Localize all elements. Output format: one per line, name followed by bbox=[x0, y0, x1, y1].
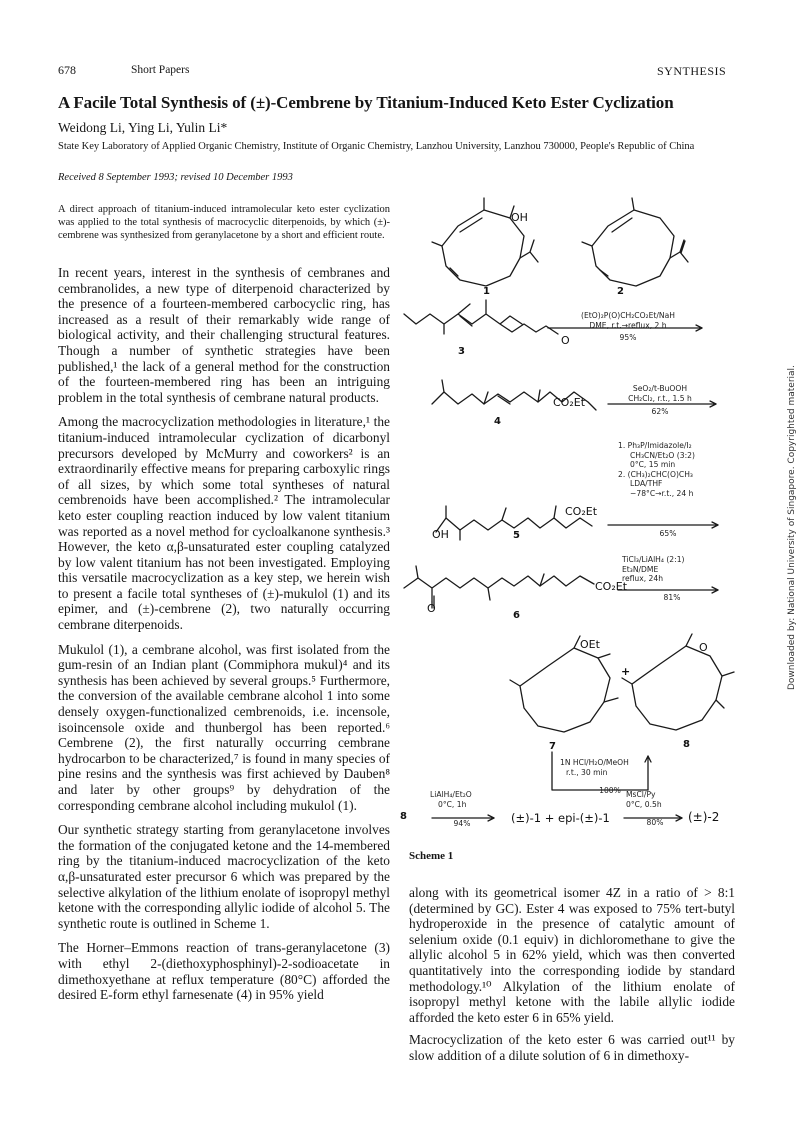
step7-line2: 0°C, 0.5h bbox=[626, 799, 662, 809]
step1-yield: 95% bbox=[619, 333, 637, 342]
paragraph-cyclization: Macrocyclization of the keto ester 6 was carried out¹¹ by slow addition of a dilute solution of 6 in dimethoxy- bbox=[409, 1032, 735, 1063]
paragraph-isomer: along with its geometrical isomer 4Z in a ratio of > 8:1 (determined by GC). Ester 4 was exposed to 75% tert-butyl hydroperoxide in the presence of catalytic amount of selenium oxide (0.1 equiv) in dichloromethane to give the allylic alcohol 5 in 62% yield, which was then converted quantitatively into the corresponding iodide by standard methodology.¹⁰ Alkylation of the lithium enolate of isopropyl methyl ketone with the labile allylic iodide afforded the keto ester 6 in 65% yield. bbox=[409, 885, 735, 1025]
oh-label-5: OH bbox=[432, 528, 449, 541]
scheme-1-graphic bbox=[398, 196, 770, 852]
compound-label-1: 1 bbox=[483, 286, 490, 297]
carbonyl-label-6: O bbox=[427, 602, 436, 615]
step7-yield: 80% bbox=[646, 818, 664, 827]
received-dates: Received 8 September 1993; revised 10 December 1993 bbox=[58, 172, 293, 183]
ester-label-4: CO₂Et bbox=[553, 396, 586, 409]
compound-label-3: 3 bbox=[458, 346, 465, 357]
step3-line5: LDA/THF bbox=[630, 479, 663, 488]
step1-reagents bbox=[548, 311, 708, 330]
paragraph-macrocyclization: Among the macrocyclization methodologies in literature,¹ the titanium-induced intramolecular cyclization of dicarbonyl precursors developed by McMurry and coworkers² is an extraordinarily effective means for preparing carboxylic rings of all sizes, by which some total syntheses of natural cembrenoids have been accomplished.² The intramolecular keto ester coupling reaction induced by low valent titanium was reported as a novel method for cycloalkanone synthesis.³ However, the keto α,β-unsaturated ester coupling catalyzed by low valent titanium has not been investigated. Employing this versatile macrocyclization as a key step, we herein wish to present a facile total syntheses of (±)-mukulol (1) and its epimer, and (±)-cembrene (2), two naturally occurring cembrane diterpenoids. bbox=[58, 414, 390, 633]
compound-3-structure bbox=[404, 300, 558, 334]
paragraph-intro: In recent years, interest in the synthesis of cembranes and cembranolides, a new type of diterpenoid characterized by the presence of a fourteen-membered carbocyclic ring, has increased as a result of their remarkably wide range of biological activity, and their challenging structural features. Though a number of synthetic strategies have been published,¹ the lack of a general method for the construction of the fourteen-membered ring has been an intriguing problem in the total synthesis of cembrane natural products. bbox=[58, 265, 390, 405]
step2-line1: SeO₂/t-BuOOH bbox=[632, 384, 688, 393]
page-number: 678 bbox=[58, 63, 76, 77]
section-label: Short Papers bbox=[131, 64, 190, 76]
step3-reagents bbox=[618, 441, 730, 498]
right-column bbox=[409, 885, 735, 1071]
left-column bbox=[58, 265, 390, 1012]
download-notice bbox=[774, 360, 797, 690]
step7-line1: MsCl/Py bbox=[626, 790, 656, 799]
compound-label-7: 7 bbox=[549, 741, 556, 752]
compound-7-structure bbox=[510, 636, 618, 732]
step5-reagents bbox=[560, 758, 690, 777]
ester-label-5: CO₂Et bbox=[565, 505, 598, 518]
carbonyl-label-3: O bbox=[561, 334, 570, 347]
step4-reagents bbox=[622, 555, 722, 584]
ethoxy-label-7: OEt bbox=[580, 638, 600, 651]
author-list: Weidong Li, Ying Li, Yulin Li* bbox=[58, 120, 228, 135]
carbonyl-label-8: O bbox=[699, 641, 708, 654]
step3-line3: 0°C, 15 min bbox=[630, 460, 676, 469]
step4-line1: TiCl₃/LiAlH₄ (2:1) bbox=[622, 555, 685, 564]
compound-8-structure bbox=[622, 634, 734, 730]
step5-line1: 1N HCl/H₂O/MeOH bbox=[560, 758, 629, 767]
oh-label-1: OH bbox=[511, 211, 528, 224]
step2-yield: 62% bbox=[651, 407, 669, 416]
paragraph-mukulol: Mukulol (1), a cembrane alcohol, was first isolated from the gum-resin of an Indian plant (Commiphora mukul)⁴ and its synthesis has been achieved by several groups.⁵ Furthermore, the conversion of the available cembrane alcohol 1 into some densely oxygen-functionalized cembrenoids, i.e. incensole, isoincensole oxide and thunbergol has been reported.⁶ Cembrene (2), the first naturally occurring cembrane hydrocarbon to be characterized,⁷ is found in many species of pine resins and the synthesis was first achieved by Dauben⁸ and later by other groups⁹ by dehydration of the corresponding cembrane alcohol including mukulol (1). bbox=[58, 641, 390, 813]
plus-sign: + bbox=[621, 665, 631, 678]
step4-yield: 81% bbox=[663, 593, 681, 602]
product-mixture: (±)-1 + epi-(±)-1 bbox=[511, 811, 610, 825]
download-notice-text: Downloaded by: National University of Singapore. Copyrighted material. bbox=[787, 365, 797, 690]
step6-line1: LiAlH₄/Et₂O bbox=[430, 790, 472, 799]
paragraph-horner-emmons: The Horner–Emmons reaction of trans-geranylacetone (3) with ethyl 2-(diethoxyphosphinyl)-2-sodioacetate in dimethoxyethane at reflux temperature (80°C) afforded the desired E-form ethyl farnesenate (4) in 95% yield bbox=[58, 940, 390, 1003]
step3-line6: −78°C→r.t., 24 h bbox=[630, 488, 694, 498]
affiliation: State Key Laboratory of Applied Organic Chemistry, Institute of Organic Chemistry, Lanzhou University, Lanzhou 730000, People's Republic of China bbox=[58, 141, 695, 152]
compound-label-2: 2 bbox=[617, 286, 624, 297]
step5-line2: r.t., 30 min bbox=[566, 767, 608, 777]
compound-label-8-start: 8 bbox=[400, 811, 407, 822]
compound-label-5: 5 bbox=[513, 530, 520, 541]
step4-line2: Et₃N/DME bbox=[622, 564, 659, 574]
step6-yield: 94% bbox=[453, 819, 471, 828]
article-title: A Facile Total Synthesis of (±)-Cembrene by Titanium-Induced Keto Ester Cyclization bbox=[58, 93, 674, 112]
compound-2-structure bbox=[582, 198, 688, 286]
step2-reagents bbox=[610, 384, 710, 403]
ester-label-6: CO₂Et bbox=[595, 580, 628, 593]
step3-yield: 65% bbox=[659, 529, 677, 538]
step4-line3: reflux, 24h bbox=[622, 574, 664, 583]
step6-reagents bbox=[430, 790, 520, 809]
abstract: A direct approach of titanium-induced intramolecular keto ester cyclization was applied to the total synthesis of macrocyclic diterpenoids, by which (±)-cembrene was synthesized from geranylacetone by a short and efficient route. bbox=[58, 204, 390, 241]
step1-line1: (EtO)₂P(O)CH₂CO₂Et/NaH bbox=[581, 311, 675, 320]
step3-line2: CH₃CN/Et₂O (3:2) bbox=[630, 450, 695, 460]
compound-label-6: 6 bbox=[513, 610, 520, 621]
journal-name: SYNTHESIS bbox=[657, 64, 727, 78]
step5-yield: 100% bbox=[599, 786, 621, 795]
scheme-caption: Scheme 1 bbox=[409, 850, 454, 862]
step6-line2: 0°C, 1h bbox=[438, 799, 467, 809]
step3-line4: 2. (CH₃)₂CHC(O)CH₃ bbox=[618, 469, 693, 479]
step1-line2: DME, r.t.→reflux, 2 h bbox=[589, 320, 667, 330]
final-product: (±)-2 bbox=[688, 810, 720, 824]
compound-label-4: 4 bbox=[494, 416, 501, 427]
step7-reagents bbox=[626, 790, 696, 809]
compound-label-8: 8 bbox=[683, 739, 690, 750]
paragraph-strategy: Our synthetic strategy starting from geranylacetone involves the formation of the conjugated ketone and the 14-membered ring by the titanium-induced macrocyclization of the keto α,β-unsaturated ester precursor 6 which was prepared by the selective alkylation of the lithium enolate of isopropyl methyl ketone with the corresponding allylic iodide of alcohol 5. The synthetic route is outlined in Scheme 1. bbox=[58, 822, 390, 931]
step2-line2: CH₂Cl₂, r.t., 1.5 h bbox=[628, 393, 692, 403]
step3-line1: 1. Ph₃P/Imidazole/I₂ bbox=[618, 441, 692, 450]
